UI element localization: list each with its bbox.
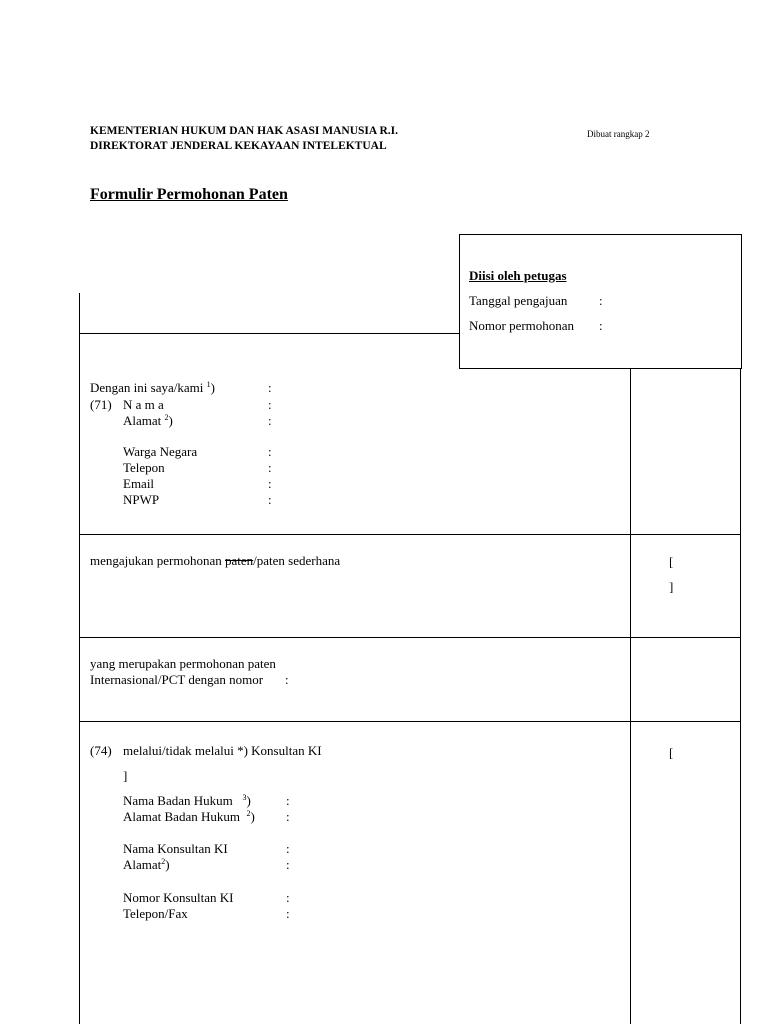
application-type-text: mengajukan permohonan paten/paten sederhana (90, 553, 341, 568)
applicant-name-colon: : (268, 397, 272, 412)
pct-line-2: Internasional/PCT dengan nomor (90, 672, 264, 687)
phone-fax-colon: : (286, 906, 290, 921)
officer-box (459, 234, 742, 369)
pct-line-1: yang merupakan permohonan paten (90, 656, 276, 671)
npwp-label: NPWP (123, 492, 160, 507)
copies-note: Dibuat rangkap 2 (587, 129, 650, 139)
npwp-colon: : (268, 492, 272, 507)
consultant-number-colon: : (286, 890, 290, 905)
legal-entity-address-colon: : (286, 809, 290, 824)
legal-entity-name-label: Nama Badan Hukum $^3$) (123, 793, 251, 808)
legal-entity-name-colon: : (286, 793, 290, 808)
legal-entity-address-label: Alamat Badan Hukum $^2$) (123, 809, 255, 824)
applicant-address-colon: : (268, 413, 272, 428)
consultant-address-label: Alamat$^2$) (123, 857, 170, 872)
consultant-checkbox-open[interactable]: [ (669, 745, 674, 760)
consultant-name-label: Nama Konsultan KI (123, 841, 228, 856)
applicant-address-label: Alamat $^2$) (123, 413, 173, 428)
row-divider-2 (79, 637, 741, 638)
applicant-code: (71) (90, 397, 112, 412)
application-type-checkbox-open[interactable]: [ (669, 554, 674, 569)
consultant-code: (74) (90, 743, 112, 758)
row-divider-1 (79, 534, 741, 535)
applicant-intro-colon: : (268, 380, 272, 395)
submission-date-label: Tanggal pengajuan (469, 293, 568, 308)
application-type-checkbox-close[interactable]: ] (669, 579, 674, 594)
table-top-border (79, 333, 459, 334)
table-right-border (740, 367, 741, 1024)
citizenship-colon: : (268, 444, 272, 459)
submission-date-colon: : (599, 293, 603, 308)
phone-colon: : (268, 460, 272, 475)
consultant-checkbox-close[interactable]: ] (123, 768, 128, 783)
table-left-border (79, 293, 80, 1024)
applicant-intro: Dengan ini saya/kami $^1$) (90, 380, 215, 395)
pct-colon: : (285, 672, 289, 687)
officer-box-heading: Diisi oleh petugas (469, 268, 567, 283)
form-title: Formulir Permohonan Paten (90, 186, 288, 203)
phone-fax-label: Telepon/Fax (123, 906, 188, 921)
consultant-heading: melalui/tidak melalui *) Konsultan KI (123, 743, 322, 758)
application-number-label: Nomor permohonan (469, 318, 575, 333)
applicant-name-label: N a m a (123, 397, 164, 412)
consultant-address-colon: : (286, 857, 290, 872)
row-divider-3 (79, 721, 741, 722)
email-label: Email (123, 476, 155, 491)
application-number-colon: : (599, 318, 603, 333)
phone-label: Telepon (123, 460, 165, 475)
table-column-divider (630, 367, 631, 1024)
directorate-name: DIREKTORAT JENDERAL KEKAYAAN INTELEKTUAL (90, 140, 387, 152)
citizenship-label: Warga Negara (123, 444, 198, 459)
consultant-name-colon: : (286, 841, 290, 856)
consultant-number-label: Nomor Konsultan KI (123, 890, 234, 905)
email-colon: : (268, 476, 272, 491)
ministry-name: KEMENTERIAN HUKUM DAN HAK ASASI MANUSIA R.I. (90, 125, 398, 137)
